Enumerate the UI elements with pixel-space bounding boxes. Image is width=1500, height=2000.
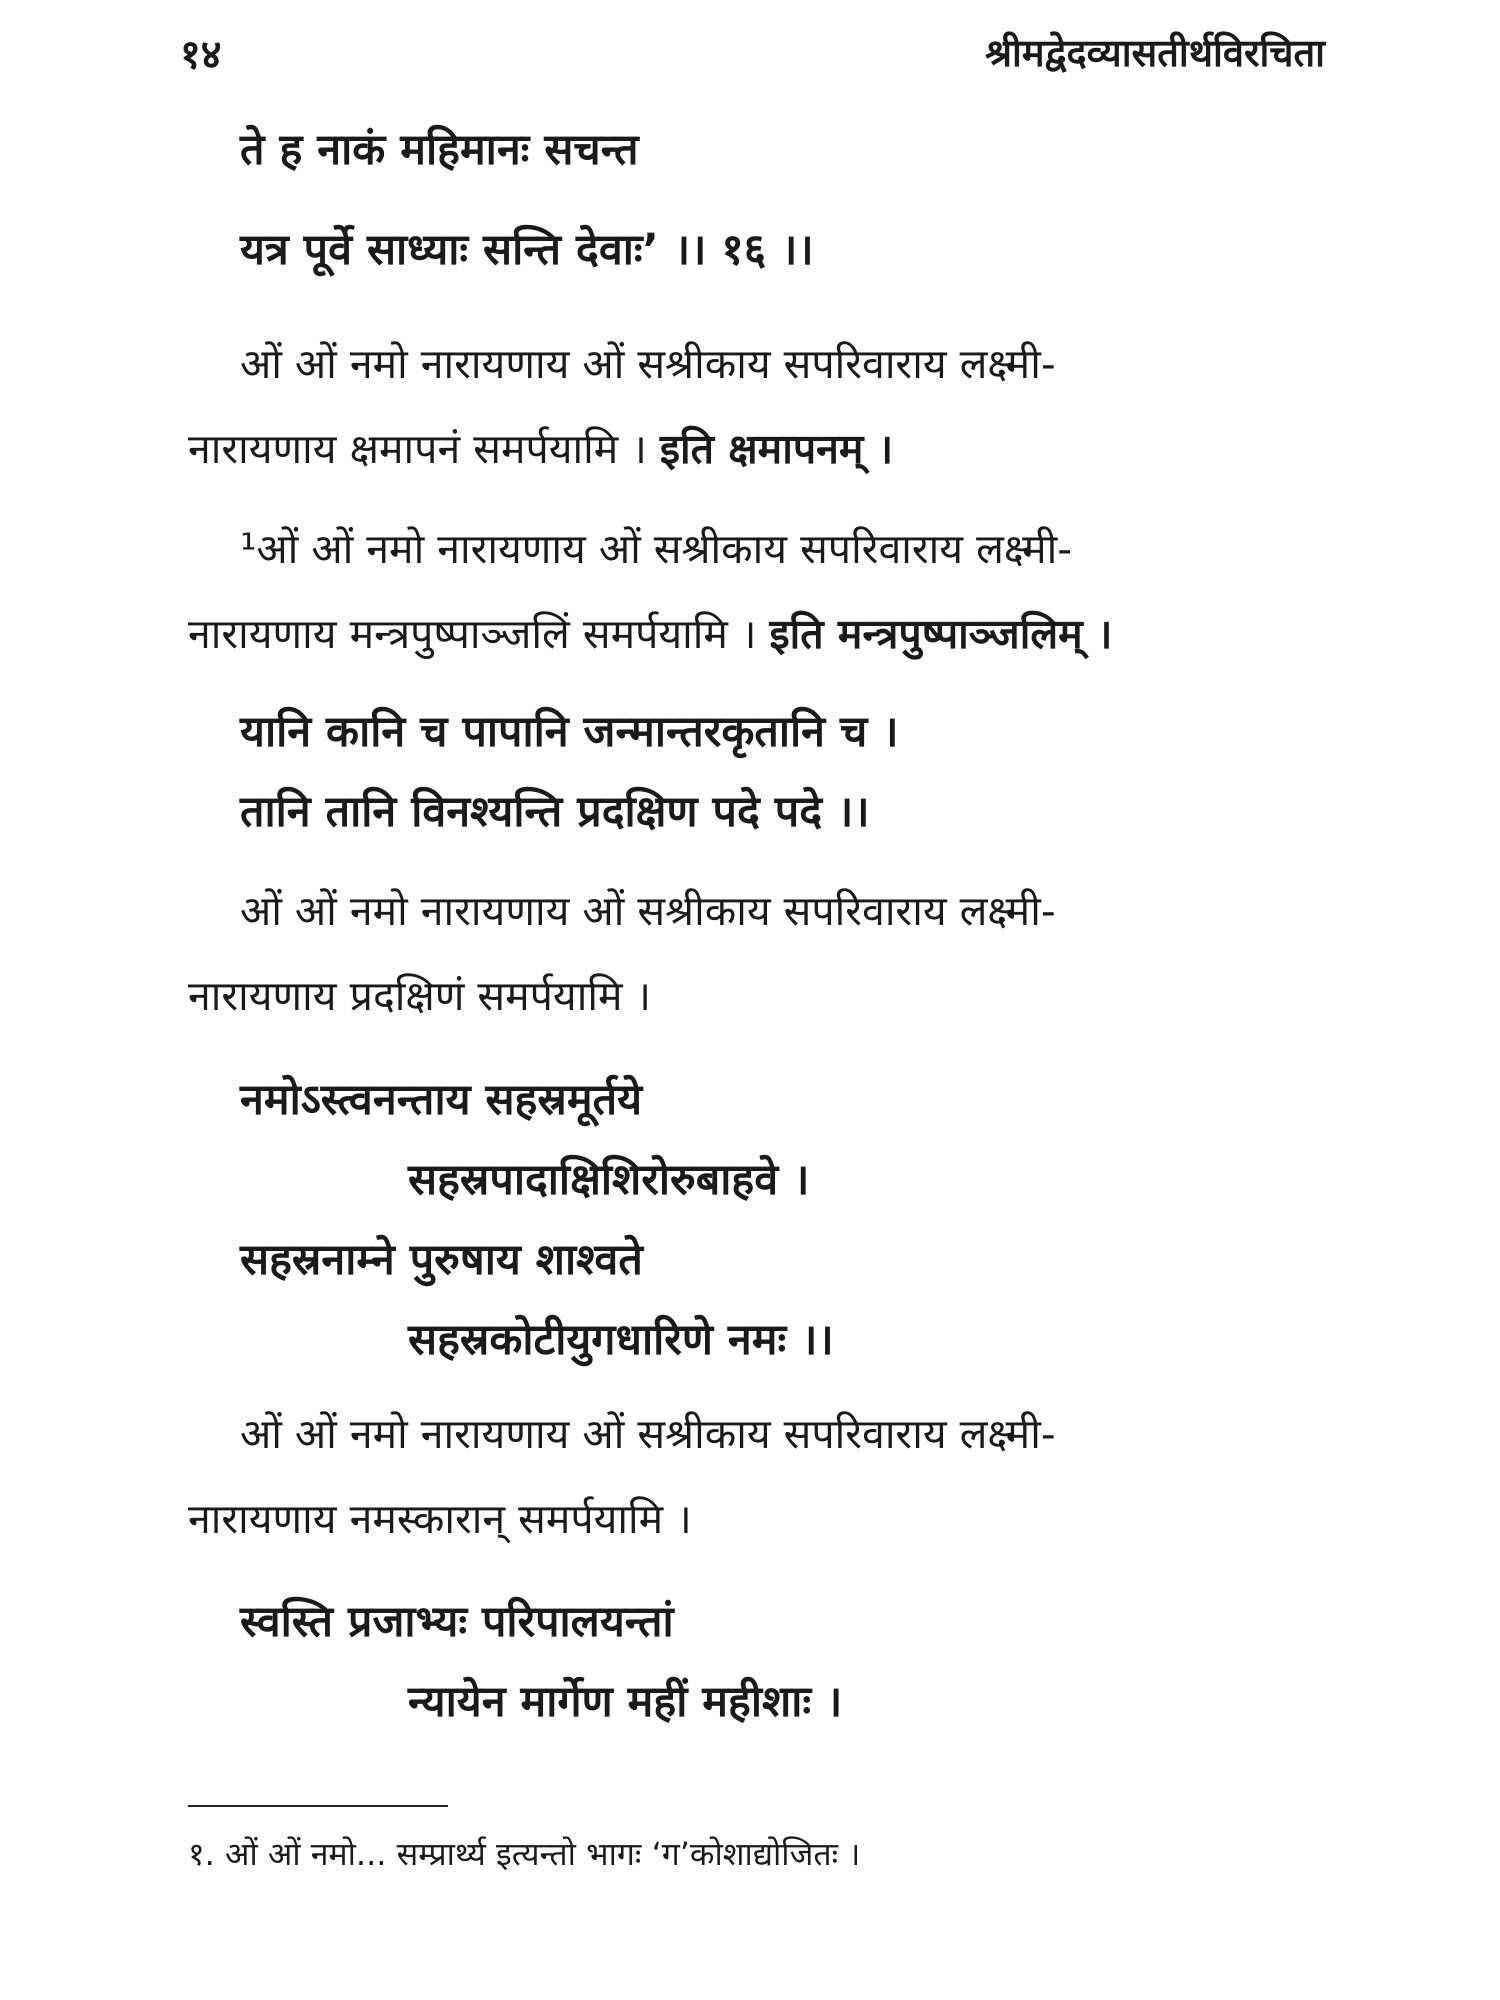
footnote: १. ओं ओं नमो... सम्प्रार्थ्य इत्यन्तो भागः ‘ग’कोशाद्योजितः ।	[188, 1835, 861, 1873]
para-1-line-2	[188, 420, 893, 476]
para-2-line-2-text: नारायणाय मन्त्रपुष्पाञ्जलिं समर्पयामि ।	[188, 610, 770, 658]
verse-namaskara-line-3: सहस्रनाम्ने पुरुषाय शाश्वते	[240, 1235, 643, 1285]
para-4-line-1: ओं ओं नमो नारायणाय ओं सश्रीकाय सपरिवाराय लक्ष्मी-	[240, 1410, 1056, 1458]
para-4-line-2: नारायणाय नमस्कारान् समर्पयामि ।	[188, 1495, 692, 1543]
verse-namaskara-line-4: सहस्रकोटीयुगधारिणे नमः ।।	[408, 1315, 834, 1365]
verse-svasti-line-1: स्वस्ति प्रजाभ्यः परिपालयन्तां	[240, 1597, 674, 1647]
para-3-line-2: नारायणाय प्रदक्षिणं समर्पयामि ।	[188, 972, 652, 1020]
para-2-closing: इति मन्त्रपुष्पाञ्जलिम् ।	[769, 610, 1113, 658]
page-number: १४	[180, 31, 222, 78]
para-1-line-2-text: नारायणाय क्षमापनं समर्पयामि ।	[188, 425, 660, 473]
page-header	[180, 22, 1325, 82]
para-1-line-1: ओं ओं नमो नारायणाय ओं सश्रीकाय सपरिवाराय लक्ष्मी-	[240, 340, 1056, 388]
para-1-closing: इति क्षमापनम् ।	[659, 425, 894, 473]
para-3-line-1: ओं ओं नमो नारायणाय ओं सश्रीकाय सपरिवाराय लक्ष्मी-	[240, 887, 1056, 935]
verse-16-line-2: यत्र पूर्वे साध्याः सन्ति देवाः’ ।। १६ ।।	[240, 225, 814, 275]
verse-16-line-1: ते ह नाकं महिमानः सचन्त	[240, 125, 639, 175]
para-2-line-1: ¹ओं ओं नमो नारायणाय ओं सश्रीकाय सपरिवाराय लक्ष्मी-	[240, 525, 1073, 573]
verse-svasti-line-2: न्यायेन मार्गेण महीं महीशाः ।	[408, 1677, 843, 1727]
verse-pradakshina-line-1: यानि कानि च पापानि जन्मान्तरकृतानि च ।	[240, 707, 899, 757]
verse-namaskara-line-1: नमोऽस्त्वनन्ताय सहस्रमूर्तये	[240, 1075, 643, 1125]
para-2-line-2	[188, 605, 1112, 661]
footnote-rule	[188, 1805, 448, 1807]
running-title: श्रीमद्वेदव्यासतीर्थविरचिता	[985, 31, 1325, 75]
verse-pradakshina-line-2: तानि तानि विनश्यन्ति प्रदक्षिण पदे पदे ।।	[240, 787, 870, 837]
verse-namaskara-line-2: सहस्रपादाक्षिशिरोरुबाहवे ।	[408, 1155, 810, 1205]
